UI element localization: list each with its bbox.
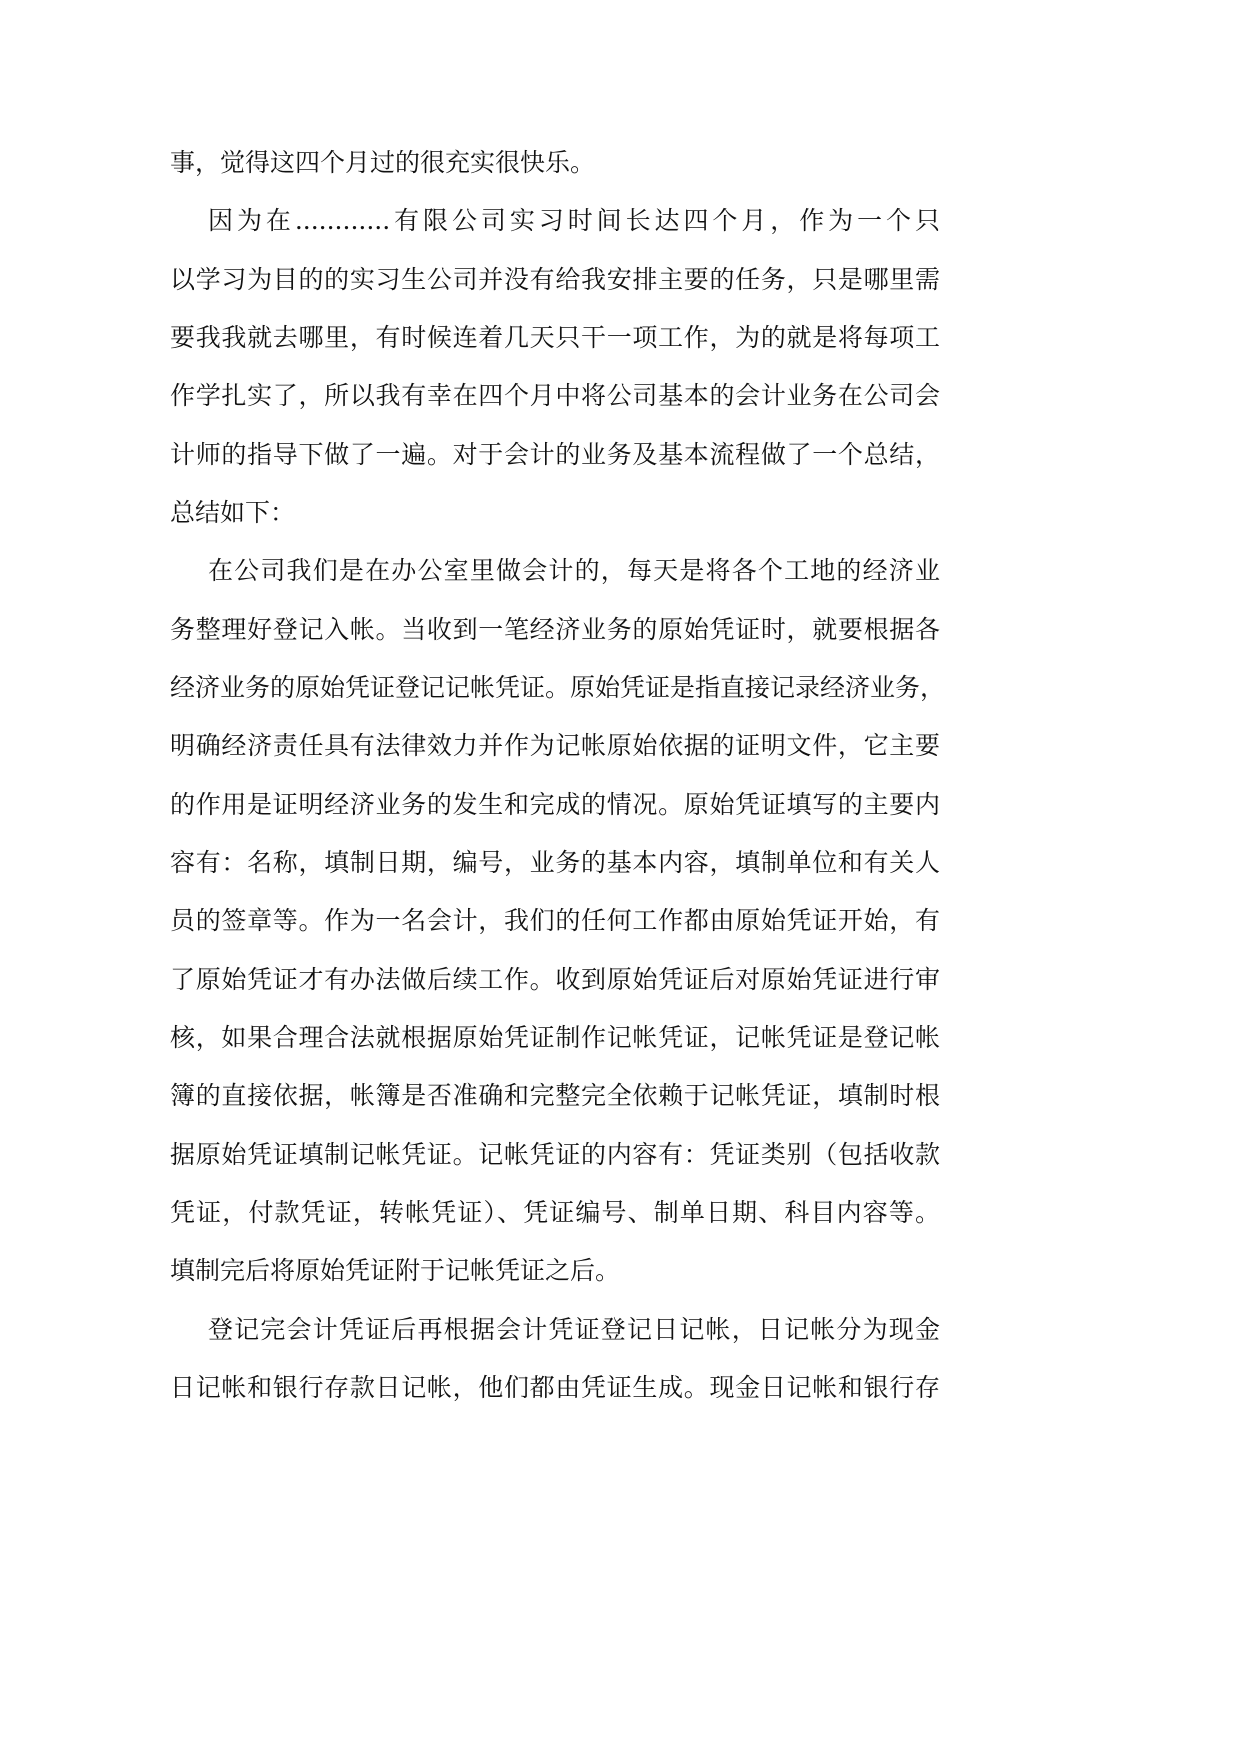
paragraph	[170, 134, 940, 192]
text-line: 要我我就去哪里，有时候连着几天只干一项工作，为的就是将每项工	[170, 322, 940, 352]
text-line: 凭证，付款凭证，转帐凭证）、凭证编号、制单日期、科目内容等。	[170, 1197, 940, 1227]
text-line: 容有：名称，填制日期，编号，业务的基本内容，填制单位和有关人	[170, 847, 940, 877]
text-line: 总结如下：	[170, 497, 296, 527]
text-line: 核，如果合理合法就根据原始凭证制作记帐凭证，记帐凭证是登记帐	[170, 1022, 940, 1052]
text-line: 的作用是证明经济业务的发生和完成的情况。原始凭证填写的主要内	[170, 789, 940, 819]
text-line: 因为在............有限公司实习时间长达四个月，作为一个只	[208, 206, 940, 236]
paragraph	[170, 192, 940, 542]
text-line: 登记完会计凭证后再根据会计凭证登记日记帐，日记帐分为现金	[208, 1314, 940, 1344]
text-line: 计师的指导下做了一遍。对于会计的业务及基本流程做了一个总结，	[170, 439, 940, 469]
text-line: 务整理好登记入帐。当收到一笔经济业务的原始凭证时，就要根据各	[170, 614, 940, 644]
text-line: 了原始凭证才有办法做后续工作。收到原始凭证后对原始凭证进行审	[170, 964, 940, 994]
text-line: 以学习为目的的实习生公司并没有给我安排主要的任务，只是哪里需	[170, 264, 940, 294]
paragraph	[170, 542, 946, 1300]
text-line: 员的签章等。作为一名会计，我们的任何工作都由原始凭证开始，有	[170, 906, 940, 936]
text-line: 明确经济责任具有法律效力并作为记帐原始依据的证明文件，它主要	[170, 731, 940, 761]
text-line: 事，觉得这四个月过的很充实很快乐。	[170, 148, 596, 177]
text-line: 作学扎实了，所以我有幸在四个月中将公司基本的会计业务在公司会	[170, 381, 940, 411]
text-line: 簿的直接依据，帐簿是否准确和完整完全依赖于记帐凭证，填制时根	[170, 1081, 940, 1111]
text-line: 经济业务的原始凭证登记记帐凭证。原始凭证是指直接记录经济业务，	[170, 672, 946, 702]
document-body	[170, 134, 946, 1417]
text-line: 日记帐和银行存款日记帐，他们都由凭证生成。现金日记帐和银行存	[170, 1372, 940, 1402]
paragraph	[170, 1301, 940, 1418]
text-line: 据原始凭证填制记帐凭证。记帐凭证的内容有：凭证类别（包括收款	[170, 1139, 940, 1169]
text-line: 在公司我们是在办公室里做会计的，每天是将各个工地的经济业	[208, 556, 940, 586]
text-line: 填制完后将原始凭证附于记帐凭证之后。	[170, 1256, 621, 1286]
